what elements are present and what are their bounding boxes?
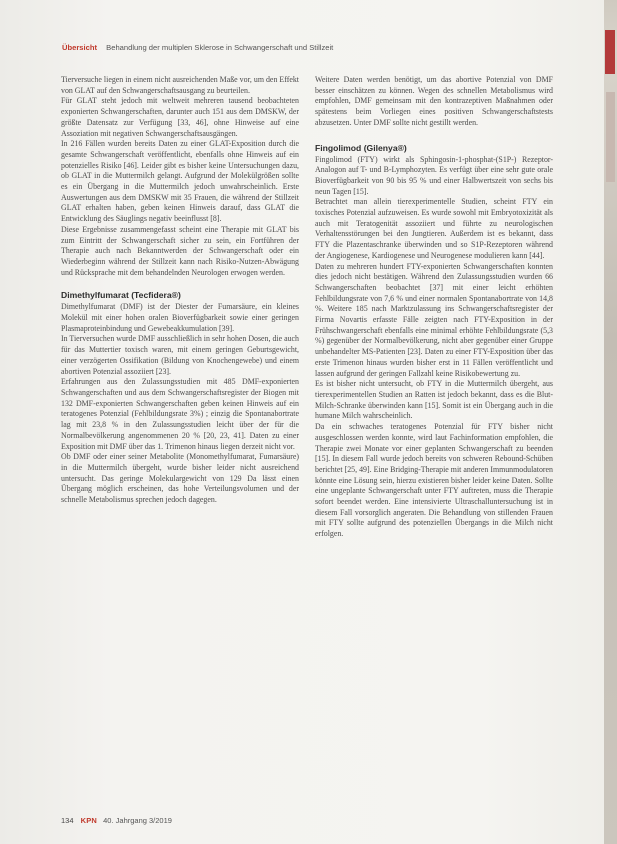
paragraph: In Tierversuchen wurde DMF ausschließlich in sehr hohen Dosen, die auch für das Muttertier toxisch waren, mit einem geringen Geburtsgewicht, einer verzögerten Ossifikation (Bildung von Knochengewebe) und einem abortiven Potenzial assoziiert [23]. bbox=[61, 334, 299, 376]
paragraph: Dimethylfumarat (DMF) ist der Diester der Fumarsäure, ein kleines Molekül mit einer hohen oralen Bioverfügbarkeit sowie einer geringen Plasmaproteinbindung und Gewebeakkumulation [39]. bbox=[61, 302, 299, 333]
header-kicker: Übersicht bbox=[62, 43, 98, 52]
running-header bbox=[62, 43, 582, 52]
paragraph: Tierversuche liegen in einem nicht ausreichenden Maße vor, um den Effekt von GLAT auf den Schwangerschaftsausgang zu beurteilen. bbox=[61, 75, 299, 95]
paragraph: Erfahrungen aus den Zulassungsstudien mit 485 DMF-exponierten Schwangerschaften und aus dem Schwangerschaftsregister der Biogen mit 132 DMF-exponierten Schwangerschaften geben keinen Hinweis auf ein teratogenes Potenzial (Fehlbildungsrate 3%) ; einzig die Spontanabortrate lag mit 23,8 % in den Zulassungsstudien leicht über der für die Normalbevölkerung angenommenen 20 % [20, 23, 41]. Daten zu einer Exposition mit DMF über das 1. Trimenon hinaus liegen derzeit nicht vor. bbox=[61, 377, 299, 451]
right-column bbox=[315, 75, 553, 540]
paragraph: Weitere Daten werden benötigt, um das abortive Potenzial von DMF besser einschätzen zu können. Wegen des schnellen Metabolismus wird empfohlen, DMF gemeinsam mit den kontrazeptiven Maßnahmen oder spätestens beim Vorliegen eines positiven Schwangerschaftstests abzusetzen. Unter DMF sollte nicht gestillt werden. bbox=[315, 75, 553, 127]
adjacent-page-edge bbox=[604, 0, 617, 844]
page-footer bbox=[61, 816, 172, 825]
edge-image-mark bbox=[606, 92, 615, 182]
section-heading-dmf: Dimethylfumarat (Tecfidera®) bbox=[61, 290, 181, 301]
journal-logo: KPN bbox=[80, 816, 98, 825]
paragraph: Ob DMF oder einer seiner Metabolite (Monomethylfumarat, Fumarsäure) in die Muttermilch übergeht, wurde bisher leider nicht ausreichend untersucht. Das geringe Molekulargewicht von 129 Da lässt einen Übergang möglich erscheinen, das hohe Verteilungsvolumen und der schnelle Metabolismus sprechen jedoch dagegen. bbox=[61, 452, 299, 505]
paragraph: Da ein schwaches teratogenes Potenzial für FTY bisher nicht ausgeschlossen werden konnte, wird laut Fachinformation empfohlen, die Therapie zwei Monate vor einer geplanten Schwangerschaft zu beenden [15]. In diesem Fall wurde jedoch bereits von schweren Rebound-Schüben berichtet [25, 49]. Eine Bridging-Therapie mit anderen Immunmodulatoren könnte eine Lösung sein, hierzu existieren bisher leider keine Daten. Sollte eine ungeplante Schwangerschaft unter FTY auftreten, muss die Therapie sofort beendet werden. Eine intensivierte Ultraschalluntersuchung ist in diesem Fall vorsorglich angeraten. Die Behandlung von stillenden Frauen mit FTY sollte aufgrund des potenziellen Übergangs in die Milch nicht erfolgen. bbox=[315, 422, 553, 539]
paragraph: Fingolimod (FTY) wirkt als Sphingosin-1-phosphat-(S1P-) Rezeptor-Analogon auf T- und B-Lymphozyten. Es verfügt über eine sehr gute orale Bioverfügbarkeit von 90 bis 95 % und einer Halbwertszeit von sechs bis neun Tagen [15]. bbox=[315, 154, 553, 196]
paragraph: Für GLAT steht jedoch mit weltweit mehreren tausend beobachteten exponierten Schwangerschaften, darunter auch 151 aus dem DMSKW, der größte Datensatz zur Verfügung [33, 46], ohne Hinweise auf eine Assoziation mit negativen Schwangerschaftsausgängen. bbox=[61, 96, 299, 138]
left-column bbox=[61, 75, 299, 506]
edge-red-mark bbox=[605, 30, 615, 74]
paragraph: Betrachtet man allein tierexperimentelle Studien, scheint FTY ein toxisches Potenzial aufzuweisen. Es wurde sowohl mit Embryotoxizität als auch mit Teratogenität assoziiert und führte zu neurologischen Verhaltensstörungen bei den Jungtieren. Außerdem ist es bekannt, dass FTY die Plazentaschranke überwinden und so S1P-Rezeptoren während der Angiogenese, Kardiogenese und Neurogenese modulieren kann [44]. bbox=[315, 197, 553, 260]
paragraph: Diese Ergebnisse zusammengefasst scheint eine Therapie mit GLAT bis zum Eintritt der Schwangerschaft sicher zu sein, ein Fortführen der Therapie auch nach Bekanntwerden der Schwangerschaft oder ein Wiederbeginn während der Stillzeit kann nach Risiko-Nutzen-Abwägung und Rücksprache mit dem behandelnden Neurologen erwogen werden. bbox=[61, 224, 299, 277]
header-title: Behandlung der multiplen Sklerose in Schwangerschaft und Stillzeit bbox=[106, 43, 334, 52]
section-heading-fingolimod: Fingolimod (Gilenya®) bbox=[315, 142, 407, 153]
issue-info: 40. Jahrgang 3/2019 bbox=[103, 816, 172, 825]
paragraph: Daten zu mehreren hundert FTY-exponierten Schwangerschaften konnten dies jedoch nicht bestätigen. Während den Zulassungsstudien wurden 66 Schwangerschaften beobachtet [37] mit einer leicht erhöhten Fehlbildungsrate von 7,6 % und einer normalen Spontanabortrate von 14,8 %. Weitere 185 nach Marktzulassung ins Schwangerschaftsregister der Firma Novartis erfasste Fälle zeigten nach FTY-Exposition in der Frühschwangerschaft ebenfalls eine minimal erhöhte Fehlbildungsrate (5,3 %) gegenüber der Normalbevölkerung, nicht aber gegenüber einer Gruppe unbehandelter MS-Patienten [23]. Daten zu einer FTY-Exposition über das erste Trimenon hinaus wurden bisher erst in 11 Fällen veröffentlicht und lassen aufgrund der geringen Fallzahl keine Risikobewertung zu. bbox=[315, 261, 553, 378]
paragraph: Es ist bisher nicht untersucht, ob FTY in die Muttermilch übergeht, aus tierexperimentellen Studien an Ratten ist jedoch bekannt, dass es die Blut-Milch-Schranke überwinden kann [15]. Somit ist ein Übergang auch in die humane Milch wahrscheinlich. bbox=[315, 379, 553, 421]
page-number: 134 bbox=[61, 816, 74, 825]
paragraph: In 216 Fällen wurden bereits Daten zu einer GLAT-Exposition durch die gesamte Schwangerschaft veröffentlicht, ebenfalls ohne Hinweis auf ein potenzielles Risiko [46]. Leider gibt es bisher keine Untersuchungen dazu, ob GLAT in die Muttermilch gelangt. Aufgrund der Molekülgrößen sollte es ein Übergang in die Muttermilch jedoch unwahrscheinlich. Erste Auswertungen aus dem DMSKW mit 35 Frauen, die während der Stillzeit GLAT erhalten haben, geben keinen Hinweis darauf, dass GLAT die Entwicklung des Säuglings negativ beeinflusst [8]. bbox=[61, 139, 299, 224]
